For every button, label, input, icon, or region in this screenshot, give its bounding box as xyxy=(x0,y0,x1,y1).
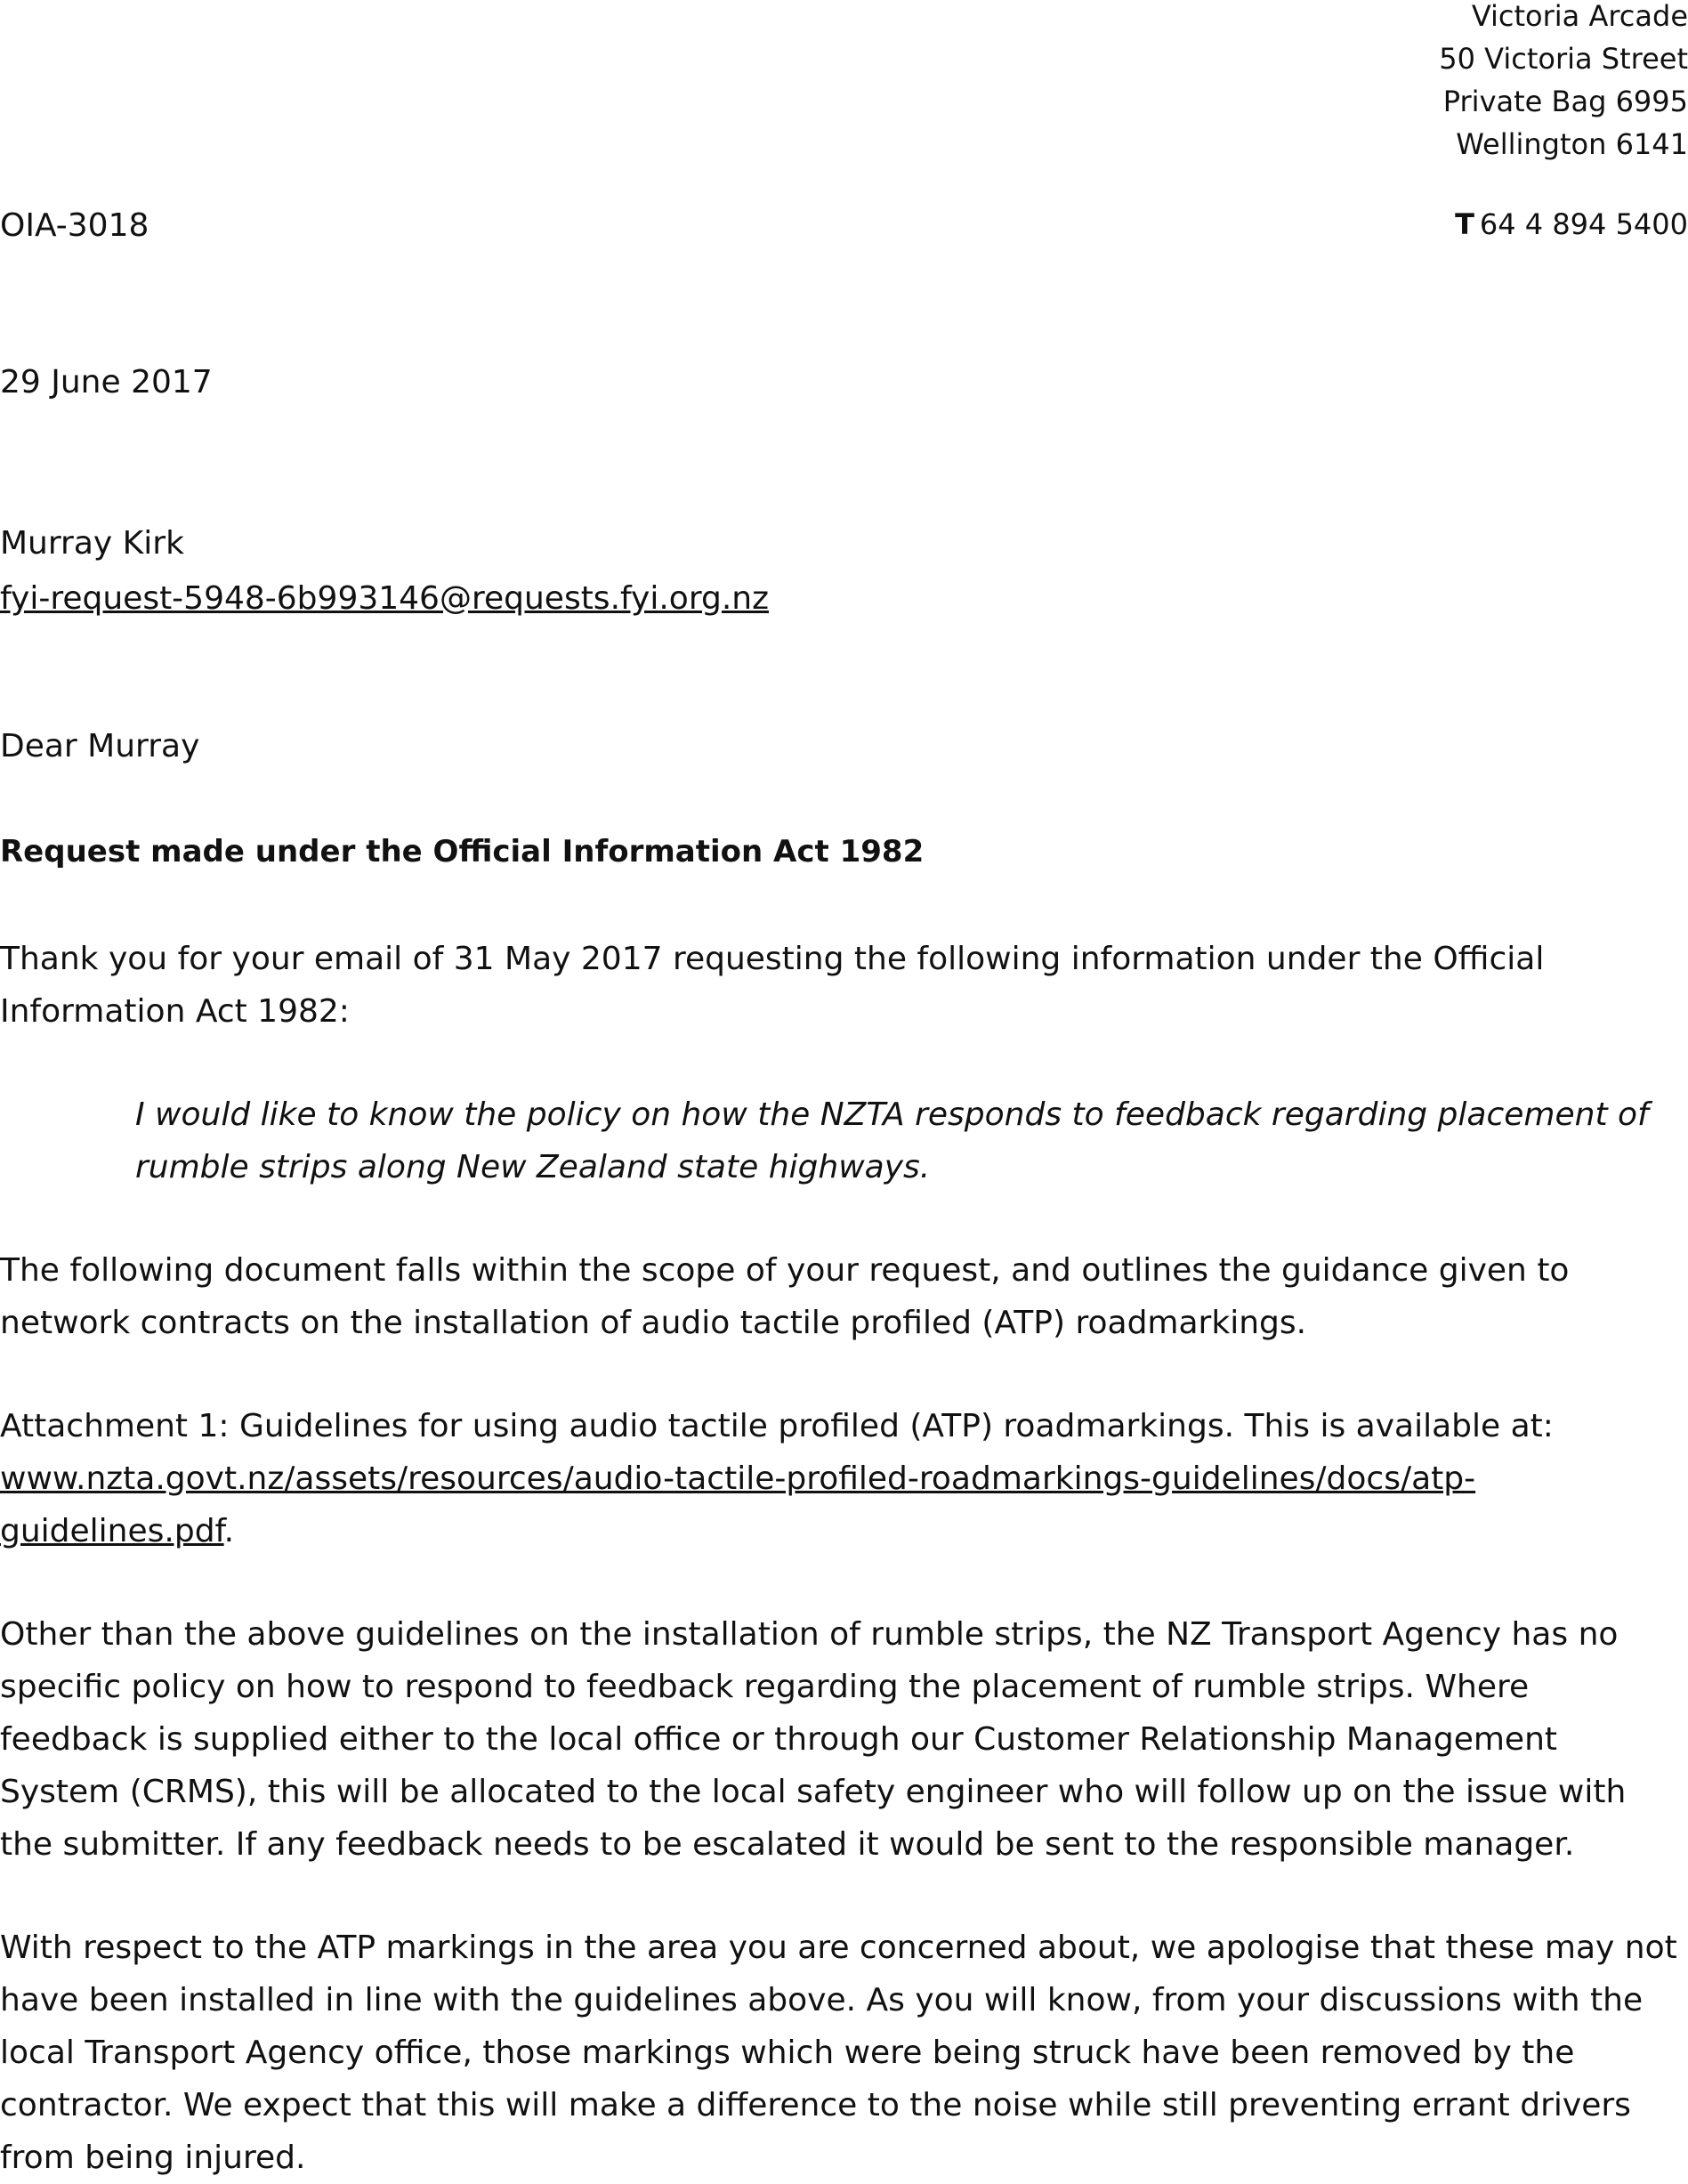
sender-phone xyxy=(1225,203,1688,246)
body-paragraph-4: Other than the above guidelines on the installation of rumble strips, the NZ Transport Agency has no specific policy on how to respond to feedback regarding the placement of rumble strips. Where feedback is supplied either to the local office or through our Customer Relationship Management System (CRMS), this will be allocated to the local safety engineer who will follow up on the issue with the submitter. If any feedback needs to be escalated it would be sent to the responsible manager. xyxy=(0,1616,1627,1863)
sender-address xyxy=(1225,0,1688,166)
attachment-text: Attachment 1: Guidelines for using audio tactile profiled (ATP) roadmarkings. This is available at: xyxy=(0,1408,1554,1444)
letter-date: 29 June 2017 xyxy=(0,364,213,400)
body-paragraph-2: The following document falls within the scope of your request, and outlines the guidance given to network contracts on the installation of audio tactile profiled (ATP) roadmarkings. xyxy=(0,1252,1570,1341)
phone-label: T xyxy=(1455,207,1474,241)
phone-number: 64 4 894 5400 xyxy=(1479,207,1688,241)
body-paragraph-3 xyxy=(0,1400,1682,1557)
address-line: Private Bag 6995 xyxy=(1442,85,1688,118)
address-line: Victoria Arcade xyxy=(1471,0,1688,33)
recipient-email-link[interactable]: fyi-request-5948-6b993146@requests.fyi.org.nz xyxy=(0,580,769,617)
address-line: 50 Victoria Street xyxy=(1439,42,1688,76)
quoted-request: I would like to know the policy on how the NZTA responds to feedback regarding placement of rumble strips along New Zealand state highways. xyxy=(135,1096,1649,1185)
body-paragraph-1: Thank you for your email of 31 May 2017 requesting the following information under the Official Information Act 1982: xyxy=(0,941,1545,1030)
attachment-period: . xyxy=(223,1513,235,1549)
subject-heading: Request made under the Official Information Act 1982 xyxy=(0,834,925,870)
recipient-block xyxy=(0,516,769,627)
body-paragraph-5: With respect to the ATP markings in the area you are concerned about, we apologise that these may not have been installed in line with the guidelines above. As you will know, from your discussions with the local Transport Agency office, those markings which were being struck have been removed by the contractor. We expect that this will make a difference to the noise while still preventing errant drivers from being injured. xyxy=(0,1929,1677,2176)
reference-number: OIA-3018 xyxy=(0,207,149,244)
recipient-name: Murray Kirk xyxy=(0,525,184,562)
address-line: Wellington 6141 xyxy=(1456,127,1688,161)
salutation: Dear Murray xyxy=(0,728,200,764)
guidelines-link[interactable]: www.nzta.govt.nz/assets/resources/audio-tactile-profiled-roadmarkings-guidelines/docs/atp-guidelines.pdf xyxy=(0,1460,1476,1549)
